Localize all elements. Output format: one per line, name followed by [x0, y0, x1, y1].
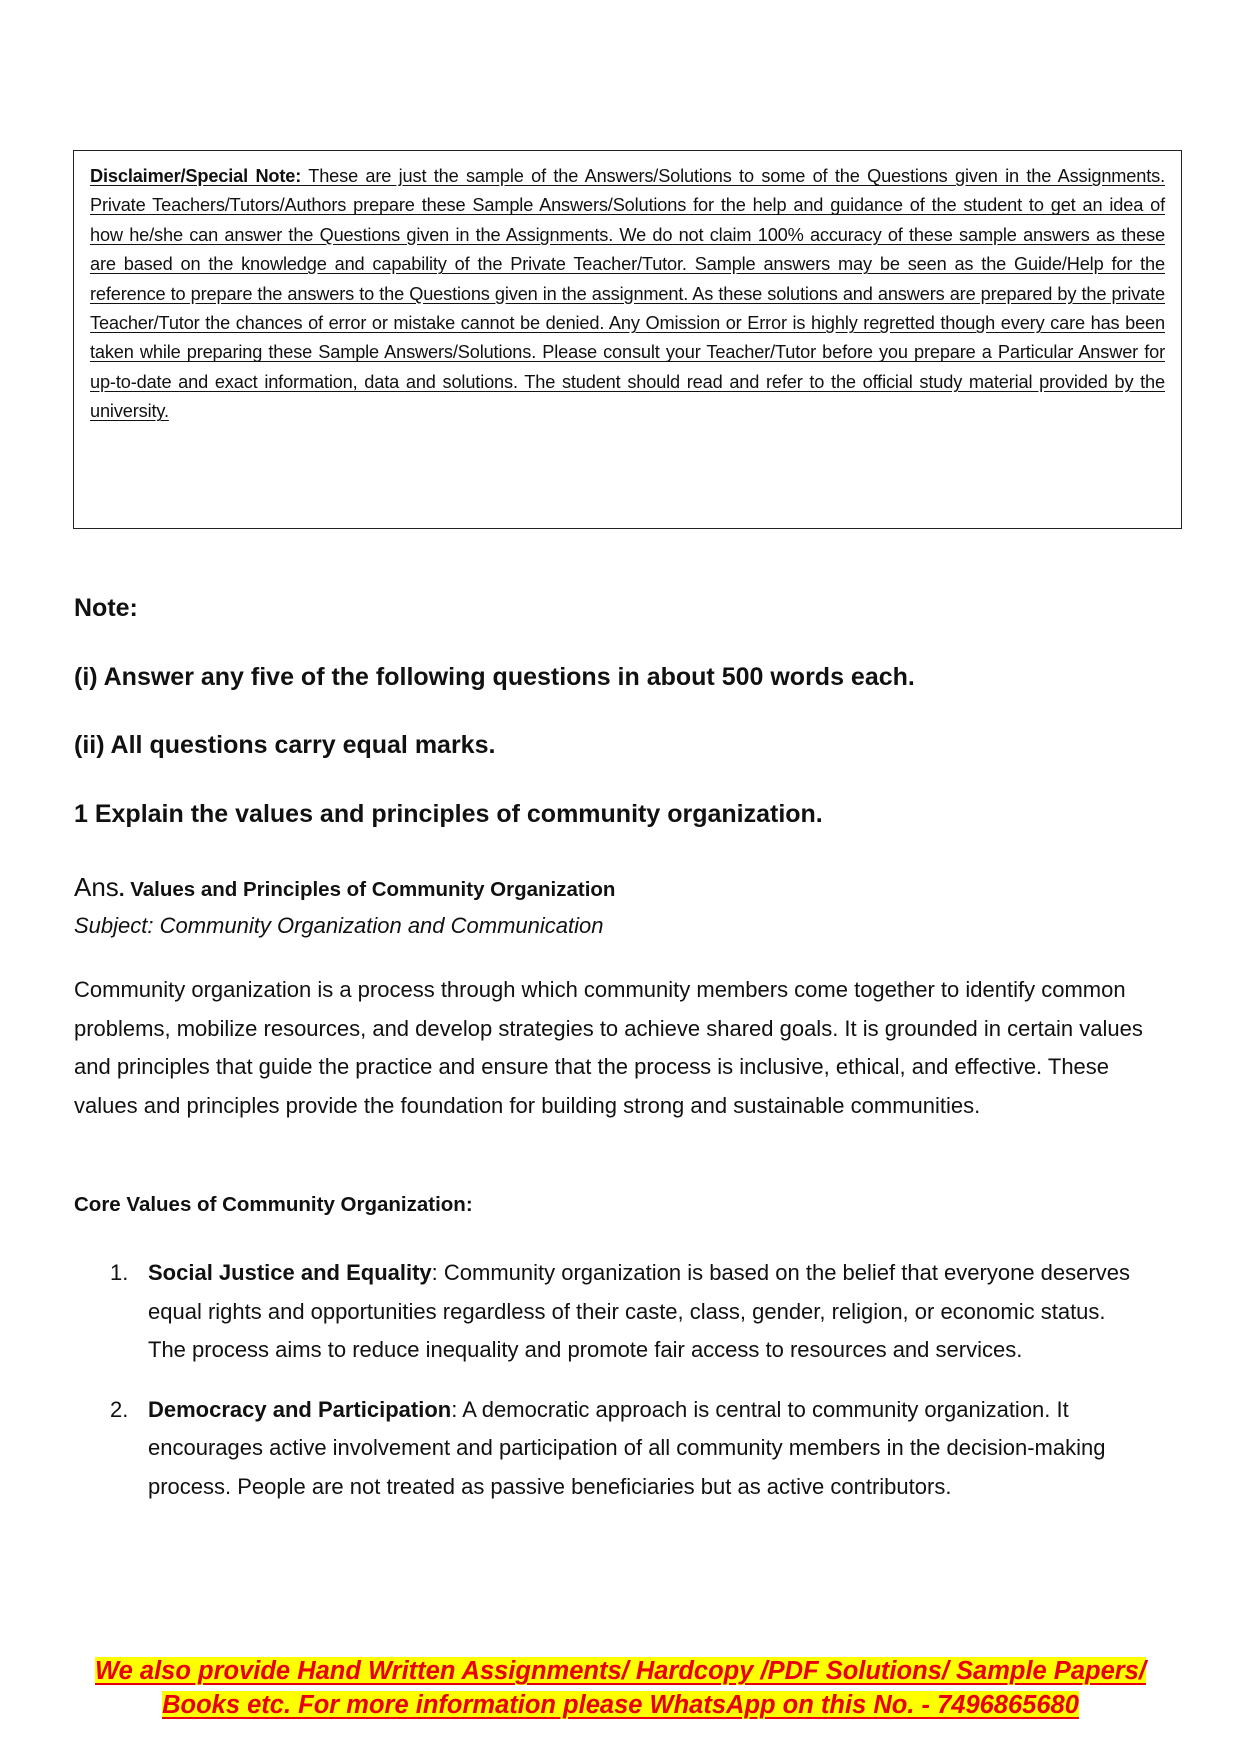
- answer-prefix: Ans: [74, 872, 119, 902]
- disclaimer-box: [73, 150, 1182, 529]
- list-number: 2.: [110, 1396, 129, 1422]
- question-1: 1 Explain the values and principles of community organization.: [74, 800, 823, 828]
- disclaimer-label: Disclaimer/Special Note:: [90, 166, 302, 186]
- note-item-i: (i) Answer any five of the following questions in about 500 words each.: [74, 663, 915, 691]
- disclaimer-body: These are just the sample of the Answers/Solutions to some of the Questions given in the Assignments. Private Teachers/Tutors/Authors prepare these Sample Answers/Solutions for the help and guidance of the student to get an idea of how he/she can answer the Questions given in the Assignments. We do not claim 100% accuracy of these sample answers as these are based on the knowledge and capability of the Private Teacher/Tutor. Sample answers may be seen as the Guide/Help for the reference to prepare the answers to the Questions given in the assignment. As these solutions and answers are prepared by the private Teacher/Tutor the chances of error or mistake cannot be denied. Any Omission or Error is highly regretted though every care has been taken while preparing these Sample Answers/Solutions. Please consult your Teacher/Tutor before you prepare a Particular Answer for up-to-date and exact information, data and solutions. The student should read and refer to the official study material provided by the university.: [90, 166, 1165, 422]
- note-item-ii: (ii) All questions carry equal marks.: [74, 731, 496, 759]
- core-values-list: [74, 1254, 1134, 1528]
- list-item-text: : A democratic approach is central to community organization. It encourages active involvement and participation of all community members in the decision-making process. People are not treated as passive beneficiaries but as active contributors.: [148, 1396, 1106, 1499]
- answer-subject: Subject: Community Organization and Communication: [74, 913, 604, 938]
- list-item: [74, 1254, 1148, 1370]
- note-heading: Note:: [74, 594, 138, 622]
- list-item: [74, 1391, 1148, 1507]
- answer-heading: [74, 872, 615, 903]
- promo-banner: [0, 1654, 1241, 1722]
- promo-line-2: Books etc. For more information please WhatsApp on this No. - 7496865680: [162, 1691, 1079, 1719]
- promo-line-1: We also provide Hand Written Assignments/ Hardcopy /PDF Solutions/ Sample Papers/: [95, 1657, 1146, 1685]
- core-values-heading: Core Values of Community Organization:: [74, 1193, 473, 1216]
- list-item-title: Democracy and Participation: [148, 1396, 452, 1422]
- list-item-title: Social Justice and Equality: [148, 1260, 432, 1285]
- disclaimer-text: [90, 162, 1165, 427]
- list-number: 1.: [110, 1260, 129, 1285]
- list-item-text: : Community organization is based on the belief that everyone deserves equal rights and opportunities regardless of their caste, class, gender, religion, or economic status. The process aims to reduce inequality and promote fair access to resources and services.: [148, 1260, 1130, 1363]
- answer-title: . Values and Principles of Community Organization: [118, 878, 616, 901]
- intro-paragraph: Community organization is a process through which community members come together to identify common problems, mobilize resources, and develop strategies to achieve shared goals. It is grounded in certain values and principles that guide the practice and ensure that the process is inclusive, ethical, and effective. These values and principles provide the foundation for building strong and sustainable communities.: [74, 977, 1143, 1118]
